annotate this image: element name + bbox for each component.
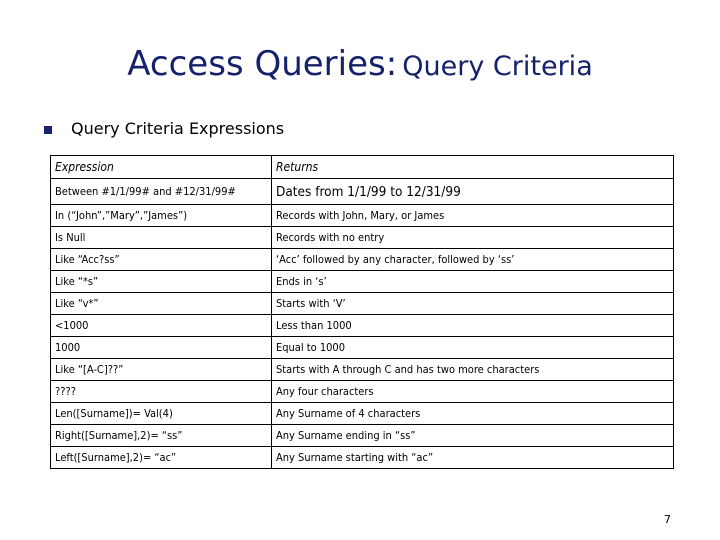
slide-title-sub: Query Criteria bbox=[402, 51, 593, 82]
table-row bbox=[51, 425, 674, 447]
expression-cell: In (“John”,”Mary”,”James”) bbox=[51, 205, 272, 227]
table-row bbox=[51, 227, 674, 249]
expression-cell: <1000 bbox=[51, 315, 272, 337]
table-row bbox=[51, 337, 674, 359]
bullet-text: Query Criteria Expressions bbox=[71, 119, 285, 138]
table-header-row bbox=[51, 156, 674, 179]
table-row bbox=[51, 381, 674, 403]
slide-title bbox=[0, 44, 720, 84]
table-row bbox=[51, 205, 674, 227]
returns-cell: Ends in ‘s’ bbox=[272, 271, 674, 293]
square-bullet-icon bbox=[44, 126, 52, 134]
expression-cell: Like “Acc?ss” bbox=[51, 249, 272, 271]
returns-cell: Any Surname of 4 characters bbox=[272, 403, 674, 425]
expression-cell: Between #1/1/99# and #12/31/99# bbox=[51, 179, 272, 205]
returns-cell: Equal to 1000 bbox=[272, 337, 674, 359]
returns-cell: Less than 1000 bbox=[272, 315, 674, 337]
criteria-table bbox=[50, 155, 674, 469]
header-returns: Returns bbox=[272, 156, 674, 179]
header-expression: Expression bbox=[51, 156, 272, 179]
table-row bbox=[51, 359, 674, 381]
returns-cell: ‘Acc’ followed by any character, followed by ‘ss’ bbox=[272, 249, 674, 271]
expression-cell: Right([Surname],2)= “ss” bbox=[51, 425, 272, 447]
table-row bbox=[51, 447, 674, 469]
table-row bbox=[51, 249, 674, 271]
returns-cell: Dates from 1/1/99 to 12/31/99 bbox=[272, 179, 674, 205]
returns-cell: Records with John, Mary, or James bbox=[272, 205, 674, 227]
expression-cell: Len([Surname])= Val(4) bbox=[51, 403, 272, 425]
expression-cell: 1000 bbox=[51, 337, 272, 359]
expression-cell: Like “*s” bbox=[51, 271, 272, 293]
table-row bbox=[51, 271, 674, 293]
expression-cell: Left([Surname],2)= “ac” bbox=[51, 447, 272, 469]
table-row bbox=[51, 179, 674, 205]
returns-cell: Records with no entry bbox=[272, 227, 674, 249]
returns-cell: Any Surname starting with “ac” bbox=[272, 447, 674, 469]
returns-cell: Any Surname ending in “ss” bbox=[272, 425, 674, 447]
slide-title-main: Access Queries: bbox=[127, 44, 398, 84]
table-row bbox=[51, 293, 674, 315]
returns-cell: Starts with ‘V’ bbox=[272, 293, 674, 315]
returns-cell: Any four characters bbox=[272, 381, 674, 403]
expression-cell: Like “v*” bbox=[51, 293, 272, 315]
table-row bbox=[51, 315, 674, 337]
expression-cell: Is Null bbox=[51, 227, 272, 249]
returns-cell: Starts with A through C and has two more characters bbox=[272, 359, 674, 381]
expression-cell: Like “[A-C]??” bbox=[51, 359, 272, 381]
expression-cell: ???? bbox=[51, 381, 272, 403]
table-row bbox=[51, 403, 674, 425]
page-number: 7 bbox=[664, 513, 671, 526]
